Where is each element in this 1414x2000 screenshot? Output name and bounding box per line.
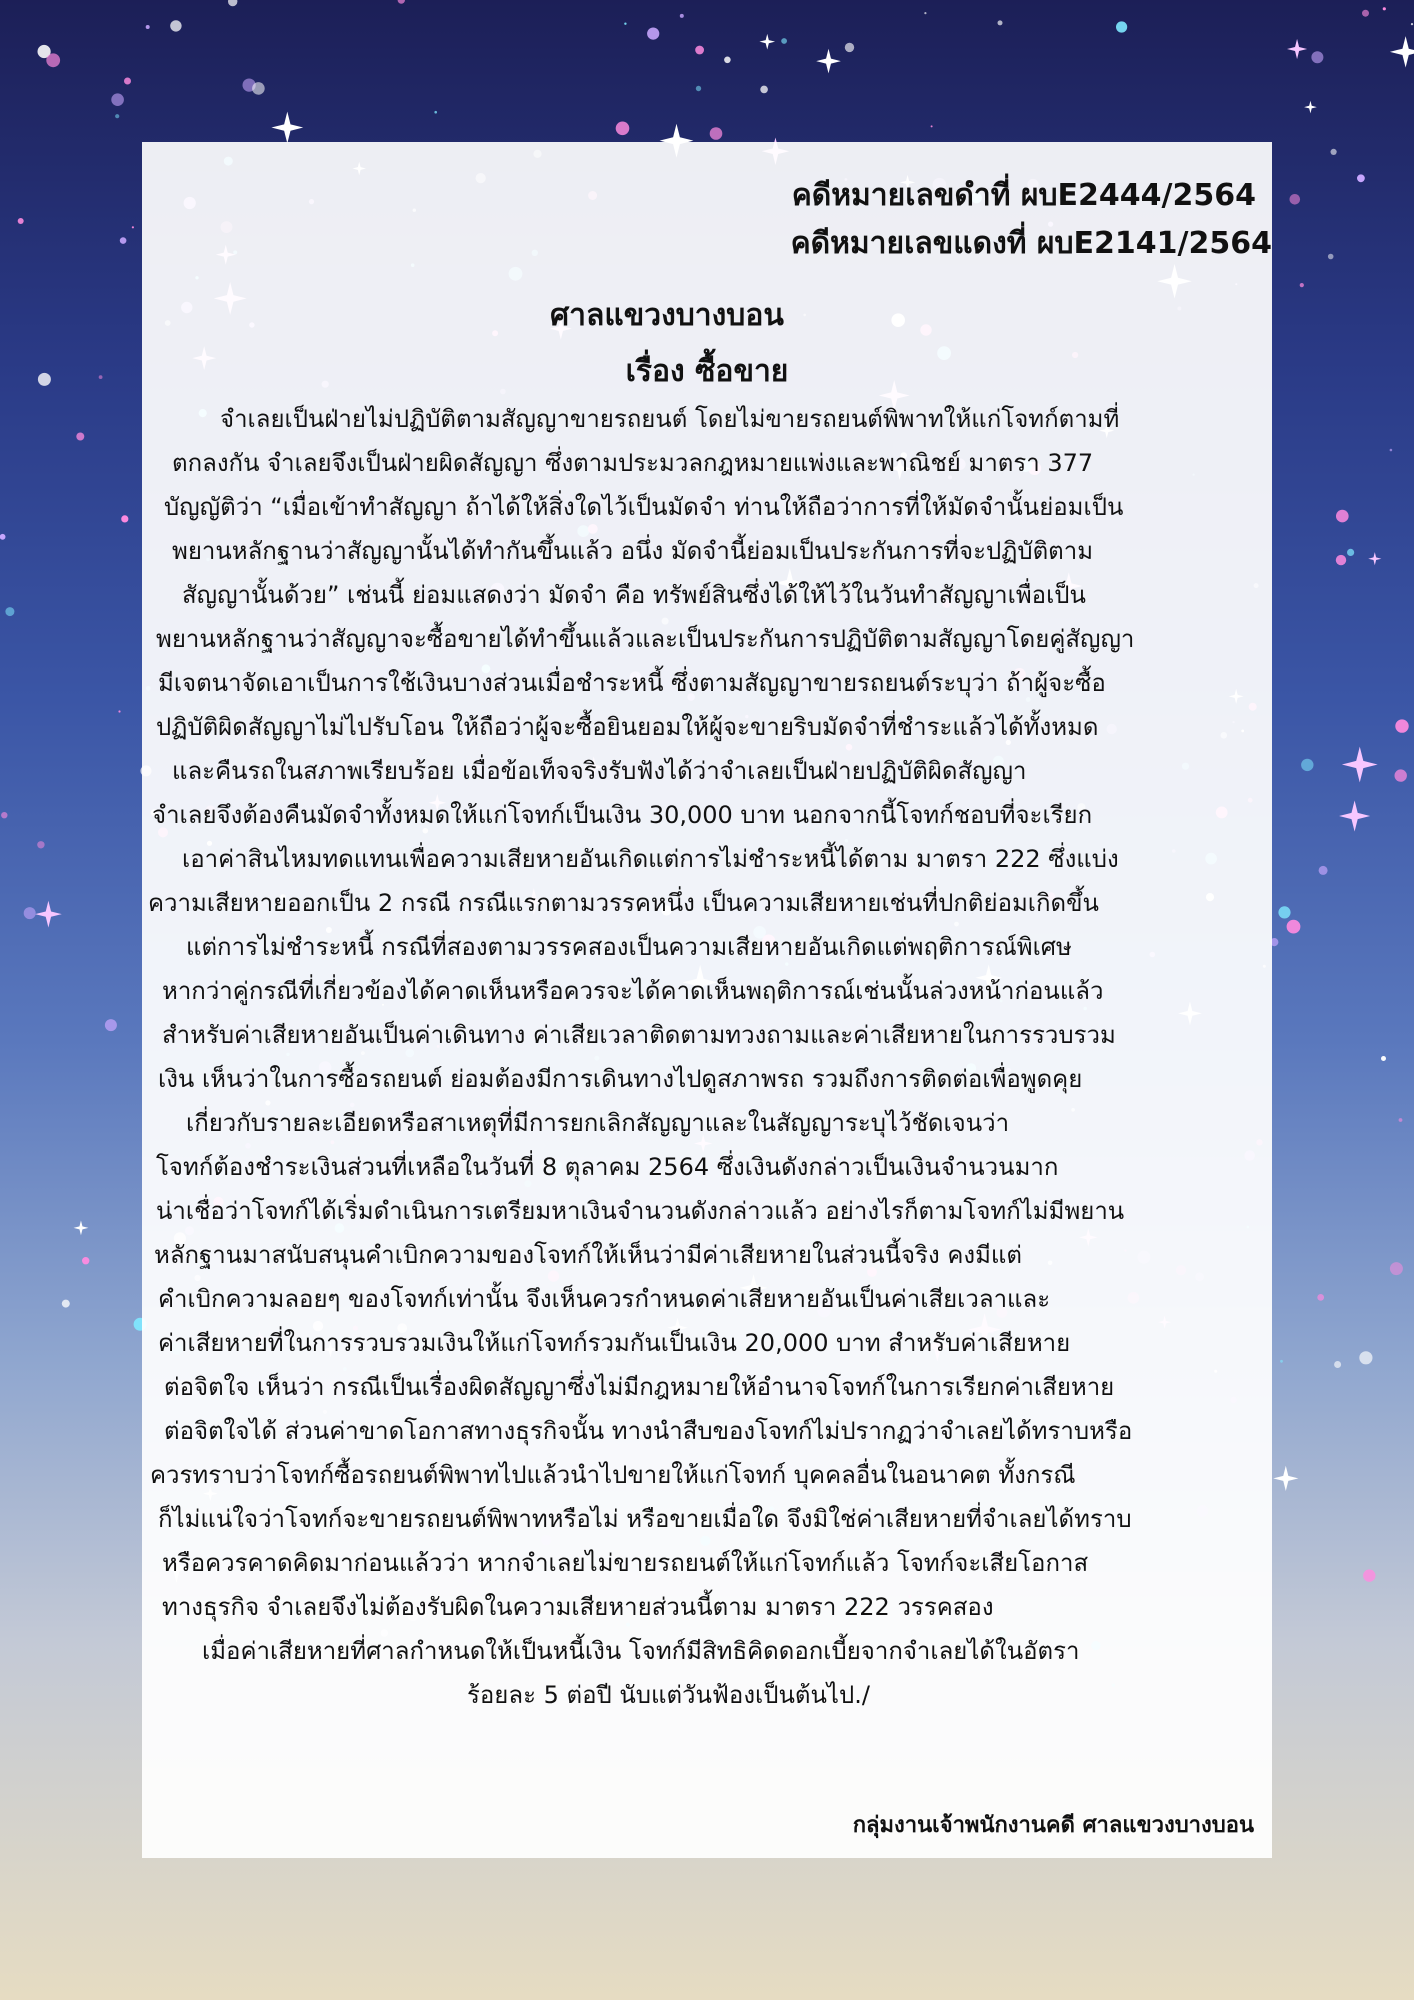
body-line: หลักฐานมาสนับสนุนคำเบิกความของโจทก์ให้เห็นว่ามีค่าเสียหายในส่วนนี้จริง คงมีแต่ — [154, 1241, 1022, 1269]
star-dot — [1280, 1360, 1283, 1363]
star-dot — [931, 125, 933, 127]
star-dot — [924, 12, 926, 14]
star-dot — [170, 20, 181, 31]
document-paper — [142, 142, 1272, 1858]
star-dot — [724, 57, 731, 64]
body-line: เกี่ยวกับรายละเอียดหรือสาเหตุที่มีการยกเลิกสัญญาและในสัญญาระบุไว้ชัดเจนว่า — [186, 1109, 1010, 1137]
star-dot — [1390, 1262, 1403, 1275]
case-subject: เรื่อง ซื้อขาย — [625, 354, 789, 389]
star-dot — [1331, 149, 1337, 155]
star-dot — [1328, 254, 1334, 260]
star-dot — [62, 1300, 70, 1308]
sparkle-star — [1304, 101, 1317, 114]
star-dot — [5, 607, 14, 616]
body-line: และคืนรถในสภาพเรียบร้อย เมื่อข้อเท็จจริงรับฟังได้ว่าจำเลยเป็นฝ่ายปฏิบัติผิดสัญญา — [172, 757, 1027, 785]
star-dot — [1301, 759, 1313, 771]
body-line: โจทก์ต้องชำระเงินส่วนที่เหลือในวันที่ 8 ตุลาคม 2564 ซึ่งเงินดังกล่าวเป็นเงินจำนวนมาก — [156, 1153, 1059, 1181]
sparkle-star — [1390, 36, 1414, 67]
star-dot — [1395, 719, 1408, 732]
star-dot — [1362, 10, 1369, 17]
star-dot — [695, 46, 704, 55]
body-line: จำเลยจึงต้องคืนมัดจำทั้งหมดให้แก่โจทก์เป็นเงิน 30,000 บาท นอกจากนี้โจทก์ชอบที่จะเรียก — [152, 801, 1093, 829]
star-dot — [647, 27, 659, 39]
star-dot — [1317, 1294, 1324, 1301]
star-dot — [760, 86, 768, 94]
star-dot — [781, 38, 787, 44]
star-dot — [398, 0, 405, 4]
star-dot — [1278, 906, 1290, 918]
body-line: ทางธุรกิจ จำเลยจึงไม่ต้องรับผิดในความเสียหายส่วนนี้ตาม มาตรา 222 วรรคสอง — [162, 1593, 994, 1621]
star-dot — [1311, 51, 1323, 63]
star-dot — [1116, 21, 1127, 32]
sparkle-star — [271, 112, 303, 144]
star-dot — [228, 0, 237, 6]
body-line: ก็ไม่แน่ใจว่าโจทก์จะขายรถยนต์พิพาทหรือไม่ หรือขายเมื่อใด จึงมิใช่ค่าเสียหายที่จำเลยได้ทราบ — [158, 1505, 1132, 1533]
star-dot — [82, 1257, 89, 1264]
star-dot — [1290, 194, 1301, 205]
star-dot — [99, 375, 103, 379]
star-dot — [105, 1019, 117, 1031]
star-dot — [37, 841, 44, 848]
star-dot — [146, 25, 150, 29]
body-line: มีเจตนาจัดเอาเป็นการใช้เงินบางส่วนเมื่อชำระหนี้ ซึ่งตามสัญญาขายรถยนต์ระบุว่า ถ้าผู้จะซื้อ — [158, 669, 1106, 697]
sparkle-star — [1287, 39, 1307, 59]
star-dot — [1383, 7, 1386, 10]
sparkle-star — [759, 34, 775, 50]
star-dot — [132, 226, 134, 228]
sparkle-star — [1339, 800, 1370, 831]
body-line: พยานหลักฐานว่าสัญญาจะซื้อขายได้ทำขึ้นแล้วและเป็นประกันการปฏิบัติตามสัญญาโดยคู่สัญญา — [156, 625, 1135, 653]
star-dot — [120, 237, 127, 244]
star-dot — [111, 93, 124, 106]
star-dot — [1390, 449, 1393, 452]
star-dot — [998, 20, 1003, 25]
body-line: ตกลงกัน จำเลยจึงเป็นฝ่ายผิดสัญญา ซึ่งตามประมวลกฎหมายแพ่งและพาณิชย์ มาตรา 377 — [172, 449, 1094, 477]
star-dot — [0, 534, 6, 540]
star-dot — [76, 433, 84, 441]
star-dot — [710, 127, 723, 140]
star-dot — [24, 907, 36, 919]
star-dot — [121, 515, 128, 522]
star-dot — [696, 86, 701, 91]
body-line: เมื่อค่าเสียหายที่ศาลกำหนดให้เป็นหนี้เงิน โจทก์มีสิทธิคิดดอกเบี้ยจากจำเลยได้ในอัตรา — [202, 1637, 1080, 1665]
sparkle-star — [1273, 1466, 1298, 1491]
star-dot — [115, 114, 119, 118]
star-dot — [1357, 174, 1365, 182]
body-line: พยานหลักฐานว่าสัญญานั้นได้ทำกันขึ้นแล้ว อนึ่ง มัดจำนี้ย่อมเป็นประกันการที่จะปฏิบัติตาม — [172, 537, 1094, 565]
star-dot — [624, 23, 626, 25]
sparkle-star — [816, 49, 841, 74]
sparkle-star — [1368, 552, 1381, 565]
body-line: เงิน เห็นว่าในการซื้อรถยนต์ ย่อมต้องมีการเดินทางไปดูสภาพรถ รวมถึงการติดต่อเพื่อพูดคุย — [158, 1065, 1083, 1093]
body-line: คำเบิกความลอยๆ ของโจทก์เท่านั้น จึงเห็นควรกำหนดค่าเสียหายอันเป็นค่าเสียเวลาและ — [158, 1285, 1051, 1313]
star-dot — [1336, 555, 1346, 565]
red-case-number: คดีหมายเลขแดงที่ ผบE2141/2564 — [790, 226, 1272, 261]
body-line: สำหรับค่าเสียหายอันเป็นค่าเดินทาง ค่าเสียเวลาติดตามทวงถามและค่าเสียหายในการรวบรวม — [162, 1021, 1116, 1049]
body-line: แต่การไม่ชำระหนี้ กรณีที่สองตามวรรคสองเป็นความเสียหายอันเกิดแต่พฤติการณ์พิเศษ — [186, 933, 1072, 961]
star-dot — [1347, 549, 1354, 556]
body-line: ปฏิบัติผิดสัญญาไม่ไปรับโอน ให้ถือว่าผู้จะซื้อยินยอมให้ผู้จะขายริบมัดจำที่ชำระแล้วได้ทั้งหมด — [156, 713, 1099, 741]
body-line: ความเสียหายออกเป็น 2 กรณี กรณีแรกตามวรรคหนึ่ง เป็นความเสียหายเช่นที่ปกติย่อมเกิดขึ้น — [148, 889, 1099, 917]
star-dot — [1363, 1569, 1375, 1581]
star-dot — [434, 111, 437, 114]
body-line: หรือควรคาดคิดมาก่อนแล้วว่า หากจำเลยไม่ขายรถยนต์ให้แก่โจทก์แล้ว โจทก์จะเสียโอกาส — [162, 1549, 1089, 1577]
body-line: บัญญัติว่า “เมื่อเข้าทำสัญญา ถ้าได้ให้สิ่งใดไว้เป็นมัดจำ ท่านให้ถือว่าการที่ให้มัดจำนั้นย่อมเป็น — [164, 493, 1124, 521]
star-dot — [616, 122, 630, 136]
body-line: ควรทราบว่าโจทก์ซื้อรถยนต์พิพาทไปแล้วนำไปขายให้แก่โจทก์ บุคคลอื่นในอนาคต ทั้งกรณี — [150, 1461, 1076, 1489]
body-line: จำเลยเป็นฝ่ายไม่ปฏิบัติตามสัญญาขายรถยนต์ โดยไม่ขายรถยนต์พิพาทให้แก่โจทก์ตามที่ — [220, 405, 1120, 433]
body-line: ร้อยละ 5 ต่อปี นับแต่วันฟ้องเป็นต้นไป./ — [467, 1681, 870, 1709]
sparkle-star — [1342, 747, 1378, 783]
star-dot — [124, 78, 131, 85]
star-dot — [1411, 23, 1413, 25]
star-dot — [1334, 1361, 1341, 1368]
star-dot — [38, 373, 51, 386]
star-dot — [845, 43, 854, 52]
star-dot — [1359, 1351, 1372, 1364]
body-line: น่าเชื่อว่าโจทก์ได้เริ่มดำเนินการเตรียมหาเงินจำนวนดังกล่าวแล้ว อย่างไรก็ตามโจทก์ไม่มีพยาน — [156, 1197, 1125, 1225]
black-case-number: คดีหมายเลขดำที่ ผบE2444/2564 — [791, 178, 1256, 213]
star-dot — [1319, 866, 1328, 875]
star-dot — [1381, 1056, 1386, 1061]
star-dot — [680, 14, 684, 18]
body-line: ต่อจิตใจ เห็นว่า กรณีเป็นเรื่องผิดสัญญาซึ่งไม่มีกฎหมายให้อำนาจโจทก์ในการเรียกค่าเสียหาย — [164, 1373, 1115, 1401]
court-name: ศาลแขวงบางบอน — [550, 298, 784, 333]
star-dot — [1399, 1118, 1403, 1122]
star-dot — [18, 218, 24, 224]
star-dot — [1336, 510, 1349, 523]
sparkle-star — [74, 1220, 89, 1235]
body-line: ค่าเสียหายที่ในการรวบรวมเงินให้แก่โจทก์รวมกันเป็นเงิน 20,000 บาท สำหรับค่าเสียหาย — [158, 1329, 1071, 1357]
star-dot — [1395, 769, 1407, 781]
sparkle-star — [35, 901, 62, 928]
star-dot — [46, 53, 60, 67]
star-dot — [1300, 283, 1304, 287]
footer-office: กลุ่มงานเจ้าพนักงานคดี ศาลแขวงบางบอน — [852, 1813, 1254, 1838]
body-line: หากว่าคู่กรณีที่เกี่ยวข้องได้คาดเห็นหรือควรจะได้คาดเห็นพฤติการณ์เช่นนั้นล่วงหน้าก่อนแล้ว — [162, 977, 1104, 1005]
star-dot — [118, 710, 120, 712]
body-line: ต่อจิตใจได้ ส่วนค่าขาดโอกาสทางธุรกิจนั้น ทางนำสืบของโจทก์ไม่ปรากฏว่าจำเลยได้ทราบหรือ — [164, 1417, 1133, 1445]
star-dot — [1287, 920, 1301, 934]
star-dot — [252, 82, 265, 95]
star-dot — [1, 812, 7, 818]
body-line: เอาค่าสินไหมทดแทนเพื่อความเสียหายอันเกิดแต่การไม่ชำระหนี้ได้ตาม มาตรา 222 ซึ่งแบ่ง — [182, 845, 1119, 873]
body-line: สัญญานั้นด้วย” เช่นนี้ ย่อมแสดงว่า มัดจำ คือ ทรัพย์สินซึ่งได้ให้ไว้ในวันทำสัญญาเพื่อเป็น — [182, 581, 1086, 609]
